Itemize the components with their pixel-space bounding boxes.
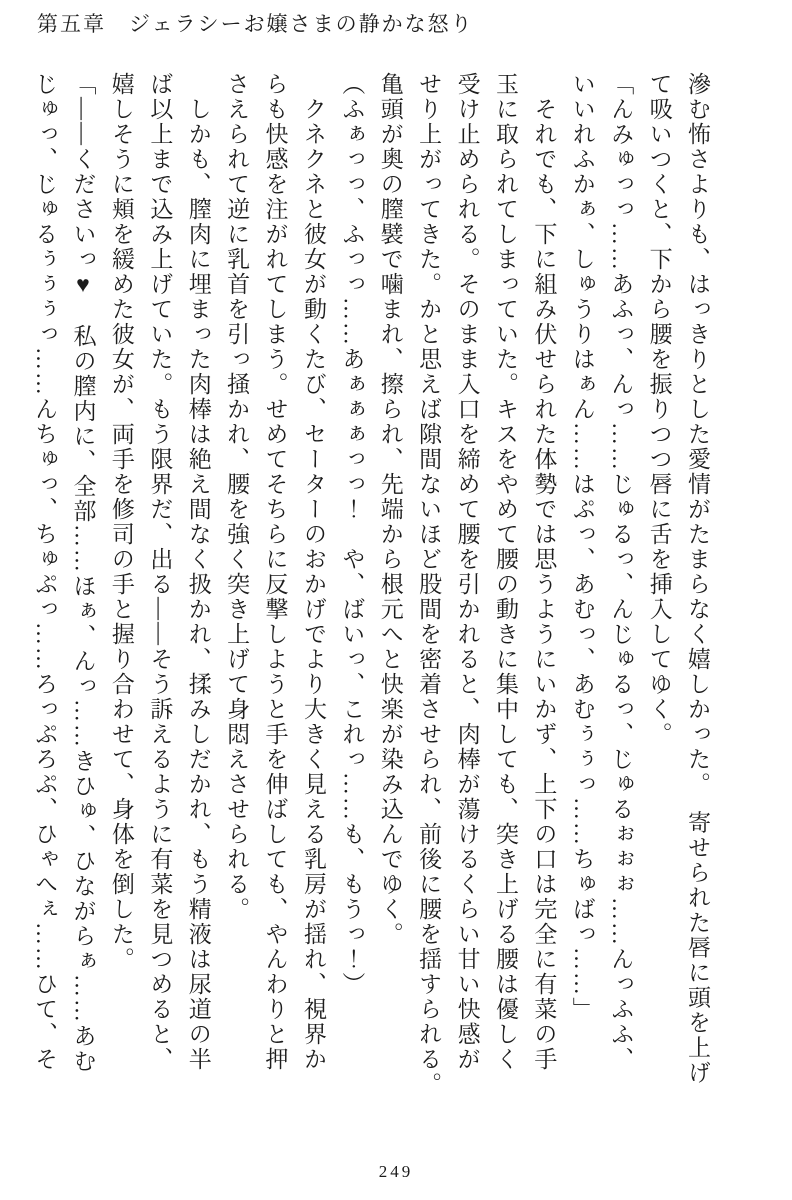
text-column: て吸いつくと、下から腰を振りつつ唇に舌を挿入してゆく。 — [646, 72, 672, 747]
text-column: 「——くださいっ♥ 私の膣内に、全部……ほぁ、んっ……きひゅ、ひながらぁ……あむ — [70, 72, 96, 1074]
text-column: クネクネと彼女が動くたび、セーターのおかげでより大きく見える乳房が揺れ、視界か — [300, 97, 326, 1072]
chapter-header: 第五章 ジェラシーお嬢さまの静かな怒り — [37, 12, 474, 36]
text-column: 玉に取られてしまっていた。キスをやめて腰の動きに集中しても、突き上げる腰は優しく — [492, 72, 518, 1072]
text-column: 滲む怖さよりも、はっきりとした愛情がたまらなく嬉しかった。 寄せられた唇に頭を上げ — [685, 72, 710, 1086]
text-column: らも快感を注がれてしまう。せめてそちらに反撃しようと手を伸ばしても、やんわりと押 — [262, 72, 288, 1072]
text-column: （ふぁっっ、ふっっ……あぁぁぁっっ！ や、ばいっ、これっ……も、もうっ！） — [339, 72, 365, 997]
text-column: じゅっ、じゅるぅぅぅっ……んちゅっ、ちゅぷっ……ろっぷろぷ、ひゃへぇ……ひて、そ — [32, 72, 58, 1072]
body-text — [24, 72, 716, 1164]
text-column: いいれふかぁ、しゅうりはぁん……はぷっ、あむっ、あむぅぅっ……ちゅばっ……」 — [569, 72, 595, 1022]
text-column: 受け止められる。そのまま入口を締めて腰を引かれると、肉棒が蕩けるくらい甘い快感が — [454, 72, 480, 1072]
text-column: しかも、膣肉に埋まった肉棒は絶え間なく扱かれ、揉みしだかれ、もう精液は尿道の半 — [185, 97, 211, 1072]
text-column: せり上がってきた。かと思えば隙間ないほど股間を密着させられ、前後に腰を揺すられる。 — [416, 72, 442, 1097]
text-column: 嬉しそうに頬を緩めた彼女が、両手を修司の手と握り合わせて、身体を倒した。 — [108, 72, 134, 972]
text-column: 亀頭が奥の膣襞で噛まれ、擦られ、先端から根元へと快楽が染み込んでゆく。 — [377, 72, 403, 947]
text-column: 「んみゅっっ……あふっ、んっ……じゅるっ、んじゅるっ、じゅるぉぉぉ……んっふふ、 — [608, 72, 634, 1072]
text-column: ば以上まで込み上げていた。もう限界だ、出る——そう訴えるように有菜を見つめると、 — [147, 72, 173, 1072]
text-column: さえられて逆に乳首を引っ掻かれ、腰を強く突き上げて身悶えさせられる。 — [224, 72, 250, 922]
text-column: それでも、下に組み伏せられた体勢では思うようにいかず、上下の口は完全に有菜の手 — [531, 97, 557, 1072]
page-number: 249 — [378, 1162, 414, 1181]
